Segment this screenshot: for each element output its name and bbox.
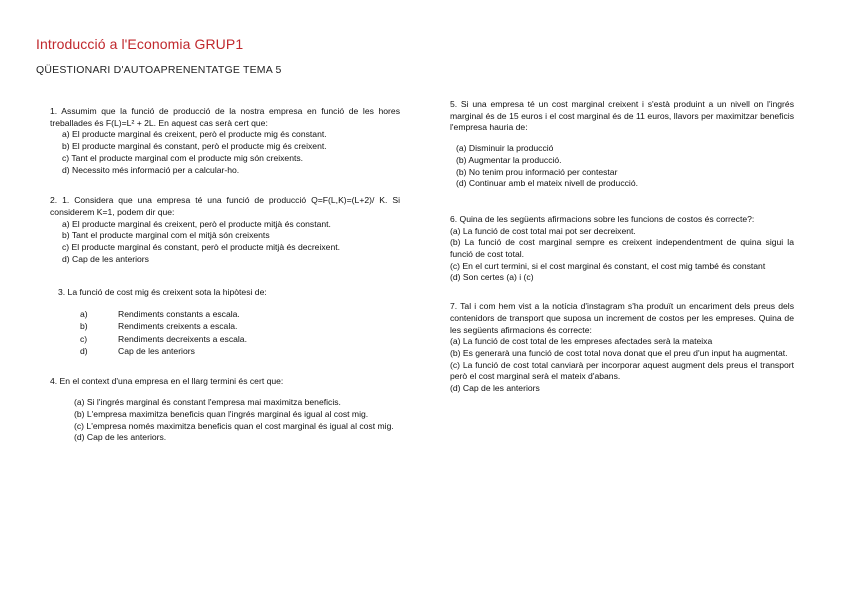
question-5-option-a: (a) Disminuir la producció	[456, 143, 554, 154]
question-7-options	[450, 336, 794, 395]
question-6-option-a: (a) La funció de cost total mai pot ser decreixent.	[450, 225, 636, 236]
question-6-option-d: (d) Son certes (a) i (c)	[450, 272, 534, 283]
question-4-option-d: (d) Cap de les anteriors.	[74, 432, 167, 443]
question-1-option-c: c) Tant el producte marginal com el producte mig són creixents.	[62, 152, 304, 163]
question-6-option-c: (c) En el curt termini, si el cost marginal és constant, el cost mig també és constant	[450, 260, 766, 271]
question-4-option-a: (a) Si l'ingrés marginal és constant l'empresa mai maximitza beneficis.	[74, 397, 341, 408]
question-3-text: 3. La funció de cost mig és creixent sota la hipòtesi de:	[58, 287, 267, 298]
question-6	[450, 214, 794, 284]
question-1-options	[50, 129, 400, 176]
question-5-option-c: (b) No tenim prou informació per contestar	[456, 166, 618, 177]
document-title: Introducció a l'Economia GRUP1	[36, 36, 244, 52]
question-2-options	[50, 219, 400, 266]
question-1-option-a: a) El producte marginal és creixent, però el producte mig és constant.	[62, 129, 327, 140]
question-4-text: 4. En el context d'una empresa en el llarg termini és cert que:	[50, 376, 284, 387]
question-6-text: 6. Quina de les següents afirmacions sobre les funcions de costos és correcte?:	[450, 213, 755, 224]
question-1-text: 1. Assumim que la funció de producció de la nostra empresa en funció de les hores treballades és F(L)=L² + 2L. En aquest cas serà cert que:	[50, 106, 400, 128]
question-7-option-b: (b) Es generarà una funció de cost total nova donat que el preu d'un input ha augmentat.	[450, 347, 788, 358]
document-subtitle: QÜESTIONARI D'AUTOAPRENENTATGE TEMA 5	[36, 64, 282, 76]
option-letter: a)	[80, 309, 88, 320]
option-text: Cap de les anteriors	[118, 345, 195, 356]
question-3-option-a	[80, 309, 400, 321]
right-column	[450, 99, 794, 412]
question-2-option-b: b) Tant el producte marginal com el mitjà són creixents	[62, 230, 270, 241]
question-7-option-c: (c) La funció de cost total canviarà per incorporar aquest augment dels preus el transport però el cost marginal serà el mateix d'abans.	[450, 359, 794, 382]
question-6-option-b: (b) La funció de cost marginal sempre es creixent independentment de quina sigui la funció de cost total.	[450, 237, 794, 260]
question-2	[50, 195, 400, 265]
question-3-options	[58, 309, 400, 357]
question-1-option-b: b) El producte marginal és constant, però el producte mig és creixent.	[62, 141, 327, 152]
question-5-option-d: (d) Continuar amb el mateix nivell de producció.	[456, 178, 638, 189]
option-text: Rendiments constants a escala.	[118, 309, 240, 320]
question-7	[450, 301, 794, 395]
option-text: Rendiments creixents a escala.	[118, 321, 238, 332]
option-letter: d)	[80, 345, 88, 356]
question-1	[50, 106, 400, 176]
question-2-option-c: c) El producte marginal és constant, però el producte mitjà és decreixent.	[62, 242, 341, 253]
question-2-option-a: a) El producte marginal és creixent, però el producte mitjà és constant.	[62, 218, 331, 229]
option-letter: b)	[80, 321, 88, 332]
option-letter: c)	[80, 333, 88, 344]
question-4-option-c: (c) L'empresa només maximitza beneficis quan el cost marginal és igual al cost mig.	[74, 420, 394, 431]
question-4-options	[50, 397, 400, 444]
left-column	[50, 106, 400, 463]
question-1-option-d: d) Necessito més informació per a calcular-ho.	[62, 164, 240, 175]
question-2-text: 2. 1. Considera que una empresa té una funció de producció Q=F(L,K)=(L+2)/ K. Si considerem K=1, podem dir que:	[50, 195, 400, 217]
option-text: Rendiments decreixents a escala.	[118, 333, 247, 344]
question-2-option-d: d) Cap de les anteriors	[62, 253, 149, 264]
question-3-option-d	[80, 346, 400, 358]
question-3-option-b	[80, 321, 400, 333]
question-4	[50, 376, 400, 444]
question-3-option-c	[80, 334, 400, 346]
question-3	[50, 287, 400, 357]
question-7-text: 7. Tal i com hem vist a la notícia d'instagram s'ha produït un encariment dels preus dels contenidors de transport que suposa un increment de costos per les empreses. Quina de les següents afirmacions és correcte:	[450, 301, 794, 335]
question-4-option-b: (b) L'empresa maximitza beneficis quan l'ingrés marginal és igual al cost mig.	[74, 408, 369, 419]
question-6-options	[450, 226, 794, 285]
question-7-option-d: (d) Cap de les anteriors	[450, 383, 540, 394]
question-5-text: 5. Si una empresa té un cost marginal creixent i s'està produint a un nivell on l'ingrés marginal és de 15 euros i el cost marginal és de 11 euros, llavors per maximitzar beneficis l'empresa hauria de:	[450, 99, 794, 133]
question-7-option-a: (a) La funció de cost total de les empreses afectades serà la mateixa	[450, 336, 713, 347]
question-5	[450, 99, 794, 190]
question-5-options	[450, 143, 794, 190]
question-5-option-b: (b) Augmentar la producció.	[456, 154, 562, 165]
